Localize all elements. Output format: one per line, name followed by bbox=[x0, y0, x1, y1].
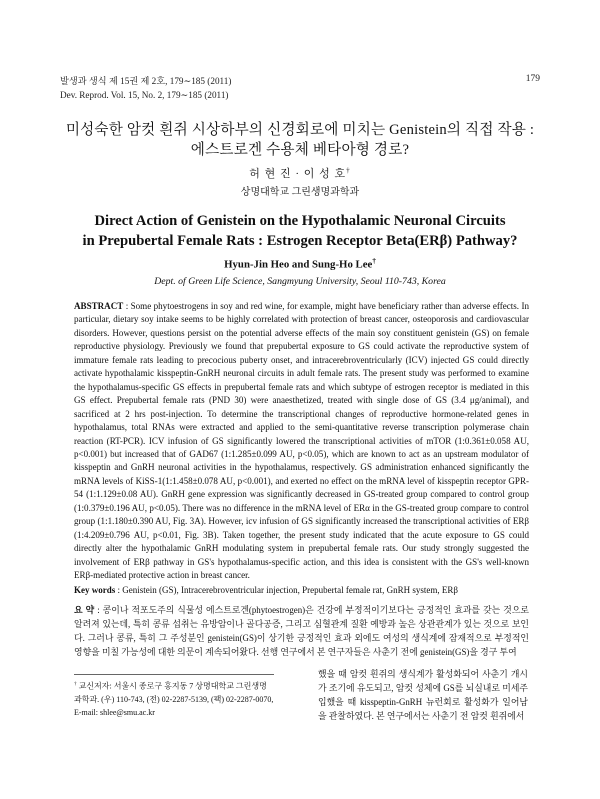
keywords-text: : Genistein (GS), Intracerebroventricular injection, Prepubertal female rat, GnRH system, ERβ bbox=[115, 585, 458, 595]
abstract-text: : Some phytoestrogens in soy and red wine, for example, might have beneficiary rather than adverse effects. In particular, dietary soy intake seems to be highly correlated with protection of breast cancer, osteoporosis and cardiovascular disorders. However, questions persist on the potential adverse effects of the main soy constituent genistein (GS) on female reproductive physiology. Previously we found that prepubertal exposure to GS could activate the reproductive system of immature female rats leading to precocious puberty onset, and intracerebroventricularly (ICV) injected GS could directly activate hypothalamic kisspeptin-GnRH neuronal circuits in adult female rats. The present study was performed to examine the hypothalamus-specific GS effects in prepubertal female rats and which subtype of estrogen receptor is mediated in this GS effect. Prepubertal female rats (PND 30) were anaesthetized, treated with single dose of GS (3.4 μg/animal), and sacrificed at 2 hrs post-injection. To determine the transcriptional changes of reproductive hormone-related genes in hypothalamus, total RNAs were extracted and applied to the semi-quantitative reverse transcription polymerase chain reaction (RT-PCR). ICV infusion of GS significantly lowered the transcriptional activities of mTOR (1:0.361±0.058 AU, p<0.001) but increased that of GAD67 (1:1.285±0.099 AU, p<0.05), which are known to act as an upstream modulator of kisspeptin and GnRH neuronal activities in the hypothalamus, respectively. GS administration enhanced significantly the mRNA levels of KiSS-1(1:1.458±0.078 AU, p<0.001), and exerted no effect on the mRNA level of kisspeptin receptor GPR-54 (1:1.129±0.08 AU). GnRH gene expression was significantly decreased in GS-treated group compared to control group (1:0.379±0.196 AU, p<0.05). There was no difference in the mRNA level of ERα in the GS-treated group compare to control group (1:1.180±0.390 AU, Fig. 3A). However, icv infusion of GS significantly increased the transcriptional activities of ERβ (1:4.209±0.796 AU, p<0.01, Fig. 3B). Taken together, the present study indicated that the acute exposure to GS could directly alter the hypothalamic GnRH modulating system in prepubertal female rats. Our study strongly suggested the involvement of ERβ pathway in GS's hypothalamus-specific action, and this idea is consistent with the GS's well-known ERβ-mediated protective action in breast cancer. bbox=[74, 301, 529, 581]
english-affiliation: Dept. of Green Life Science, Sangmyung University, Seoul 110-743, Korea bbox=[154, 276, 446, 287]
journal-citation-en: Dev. Reprod. Vol. 15, No. 2, 179∼185 (2011) bbox=[60, 90, 229, 100]
korean-summary-continued: 했을 때 암컷 흰쥐의 생식계가 활성화되어 사춘기 개시가 조기에 유도되고, 암컷 성체에 GS를 뇌실내로 미세주입했을 때 kisspeptin-GnRH 뉴런회로 활성화가 일어남을 관찰하였다. 본 연구에서는 사춘기 전 암컷 흰쥐에서 bbox=[318, 669, 528, 721]
keywords bbox=[74, 584, 529, 596]
footnote-text: 교신저자: 서울시 종로구 홍지동 7 상명대학교 그린생명과학과. (우) 110-743, (전) 02-2287-5139, (팩) 02-2287-0070, E-mail: shlee@smu.ac.kr bbox=[74, 681, 274, 717]
keywords-label: Key words bbox=[74, 585, 116, 595]
journal-citation-ko: 발생과 생식 제 15권 제 2호, 179∼185 (2011) bbox=[60, 76, 232, 86]
corresponding-mark: † bbox=[346, 166, 351, 175]
english-title bbox=[40, 211, 560, 251]
abstract-label: ABSTRACT bbox=[74, 301, 124, 311]
korean-summary-text: : 콩이나 적포도주의 식물성 에스트로겐(phytoestrogen)은 건강에 부정적이기보다는 긍정적인 효과를 갖는 것으로 알려져 있는데, 특히 콩류 섭취는 유방암이나 골다공증, 그리고 심혈관계 질환 예방과 높은 상관관계가 있는 것으로 보인다. 그러나 콩류, 특히 그 주성분인 genistein(GS)이 상기한 긍정적인 효과 외에도 여성의 생식계에 잠재적으로 부정적인 영향을 미칠 가능성에 대한 의문이 계속되어왔다. 선행 연구에서 본 연구자들은 사춘기 전에 genistein(GS)을 경구 투여 bbox=[74, 605, 529, 657]
corresponding-mark-en: † bbox=[372, 257, 376, 265]
korean-authors bbox=[0, 165, 600, 181]
abstract bbox=[74, 300, 529, 583]
english-authors bbox=[0, 257, 600, 271]
footnote-mark: † bbox=[74, 681, 77, 687]
korean-title bbox=[40, 120, 560, 160]
english-title-line-2: in Prepubertal Female Rats : Estrogen Receptor Beta(ERβ) Pathway? bbox=[82, 233, 518, 249]
footnote bbox=[74, 678, 274, 719]
english-author-names: Hyun-Jin Heo and Sung-Ho Lee bbox=[224, 258, 373, 271]
footnote-divider bbox=[74, 674, 274, 675]
korean-summary-label: 요 약 bbox=[74, 605, 95, 615]
english-title-line-1: Direct Action of Genistein on the Hypothalamic Neuronal Circuits bbox=[94, 213, 506, 229]
korean-author-names: 허 현 진 · 이 성 호 bbox=[249, 168, 347, 180]
journal-citation bbox=[60, 74, 231, 102]
korean-title-line-2: 에스트로겐 수용체 베타아형 경로? bbox=[190, 142, 410, 158]
page-number: 179 bbox=[525, 74, 540, 84]
korean-affiliation: 상명대학교 그린생명과학과 bbox=[240, 187, 360, 198]
korean-title-line-1: 미성숙한 암컷 흰쥐 시상하부의 신경회로에 미치는 Genistein의 직접 작용 : bbox=[65, 122, 535, 138]
korean-summary bbox=[74, 604, 529, 660]
